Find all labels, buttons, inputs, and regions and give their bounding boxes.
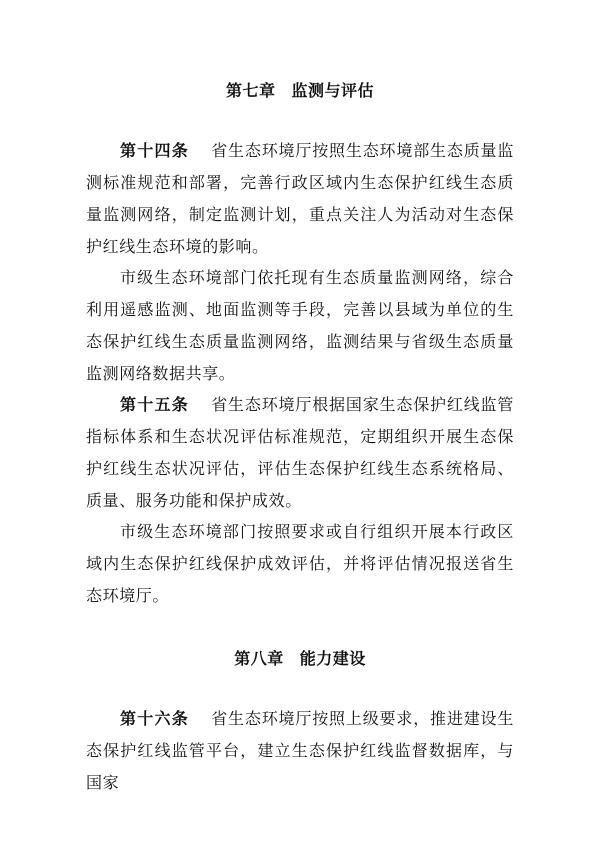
article-16-text: 省生态环境厅按照上级要求，推进建设生态保护红线监管平台，建立生态保护红线监督数据库，与国家 xyxy=(86,709,514,792)
chapter-7-heading xyxy=(0,78,600,101)
article-14-paragraph-2: 市级生态环境部门依托现有生态质量监测网络，综合利用遥感监测、地面监测等手段，完善以县域为单位的生态保护红线生态质量监测网络，监测结果与省级生态质量监测网络数据共享。 xyxy=(86,268,514,383)
chapter-8-number: 第八章 xyxy=(234,649,284,668)
chapter-8-heading xyxy=(0,646,600,669)
article-15-text: 省生态环境厅根据国家生态保护红线监管指标体系和生态状况评估标准规范，定期组织开展生态保护红线生态状况评估，评估生态保护红线生态系统格局、质量、服务功能和保护成效。 xyxy=(86,395,514,510)
article-15-paragraph-2: 市级生态环境部门按照要求或自行组织开展本行政区域内生态保护红线保护成效评估，并将评估情况报送省生态环境厅。 xyxy=(86,522,514,605)
chapter-7-number: 第七章 xyxy=(225,81,276,100)
article-15-paragraph xyxy=(86,389,514,517)
chapter-8-title: 能力建设 xyxy=(299,649,366,668)
article-15-label: 第十五条 xyxy=(120,395,189,414)
article-14-label: 第十四条 xyxy=(120,141,189,160)
article-14-paragraph xyxy=(86,135,514,263)
article-16-paragraph xyxy=(86,703,514,799)
article-16-label: 第十六条 xyxy=(120,709,189,728)
article-14-text: 省生态环境厅按照生态环境部生态质量监测标准规范和部署，完善行政区域内生态保护红线生态质量监测网络，制定监测计划，重点关注人为活动对生态保护红线生态环境的影响。 xyxy=(86,141,514,256)
chapter-7-title: 监测与评估 xyxy=(291,81,375,100)
